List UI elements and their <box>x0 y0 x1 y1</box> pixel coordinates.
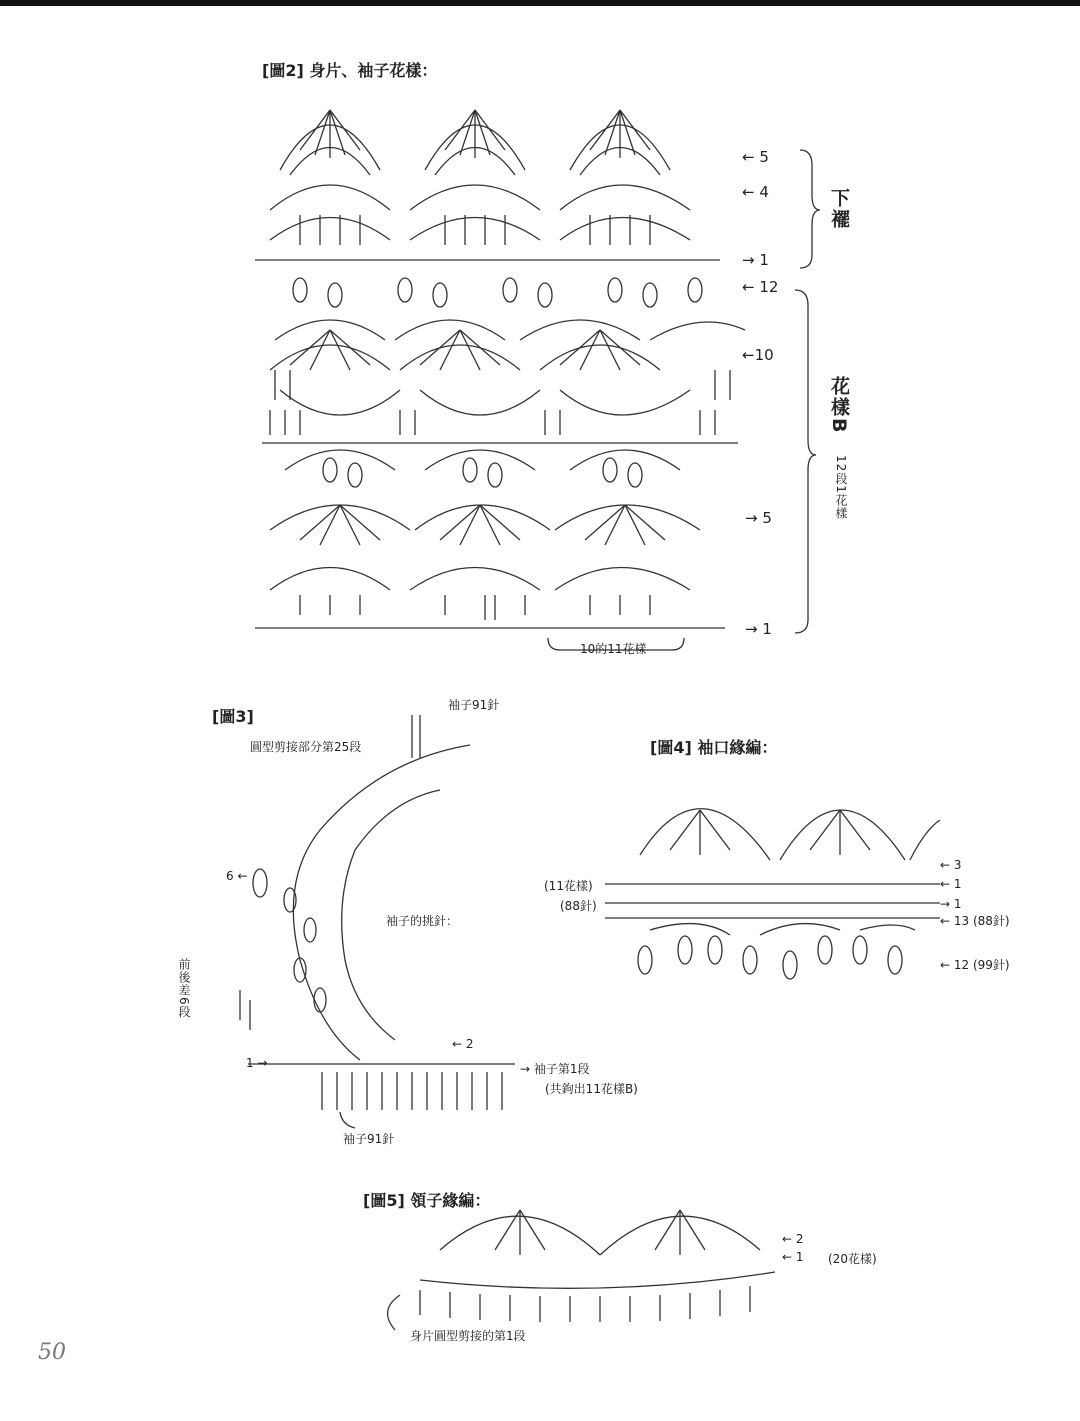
fig4-row-12: ← 12 (99針) <box>940 958 1010 972</box>
fig2-row-5-mid: → 5 <box>745 509 772 527</box>
fig2-row-1-top: → 1 <box>742 251 769 269</box>
fig2-title: [圖2] 身片、袖子花樣： <box>262 61 438 80</box>
page-number: 50 <box>38 1340 66 1365</box>
fig3-row-2: ← 2 <box>452 1037 474 1051</box>
fig3-sleeve-row1: → 袖子第1段 <box>520 1062 590 1076</box>
fig2-section-pattern: 花樣B <box>828 376 850 435</box>
fig4-row-13: ← 13 (88針) <box>940 914 1010 928</box>
fig5-label-20: (20花樣) <box>828 1252 877 1266</box>
fig5-bottom-note: 身片圓型剪接的第1段 <box>410 1329 526 1343</box>
fig4-label-11: (11花樣) <box>544 879 593 893</box>
fig4-row-2: ← 1 <box>940 877 962 891</box>
fig2-row-1-bottom: → 1 <box>745 620 772 638</box>
fig2-repeat-note: 10的11花樣 <box>580 642 647 656</box>
fig3-armhole-note: 圓型剪接部分第25段 <box>250 740 362 754</box>
fig3-sleeve-total: (共鉤出11花樣B) <box>545 1082 638 1096</box>
fig3-sleeve-top: 袖子91針 <box>448 698 500 712</box>
fig2-pattern-note: 12段1花樣 <box>834 455 848 520</box>
fig3-row-6: 6 ← <box>226 869 248 883</box>
fig2-row-12: ← 12 <box>742 278 779 296</box>
fig3-row-1: 1 → <box>246 1056 268 1070</box>
fig2-section-hem: 下襬 <box>828 188 850 230</box>
fig4-label-88: (88針) <box>560 899 597 913</box>
fig5-row-1: ← 1 <box>782 1250 804 1264</box>
fig5-row-2: ← 2 <box>782 1232 804 1246</box>
fig4-row-1: → 1 <box>940 897 962 911</box>
fig4-title: [圖4] 袖口緣編： <box>650 738 778 757</box>
fig2-row-4-top: ← 4 <box>742 183 769 201</box>
fig3-left-note: 前後差6段 <box>177 958 191 1019</box>
fig5-title: [圖5] 領子緣編： <box>363 1191 491 1210</box>
fig3-sleeve-bottom: 袖子91針 <box>343 1132 395 1146</box>
fig2-row-5-top: ← 5 <box>742 148 769 166</box>
fig2-row-10: ←10 <box>742 346 774 364</box>
fig4-row-3: ← 3 <box>940 858 962 872</box>
fig3-sleeve-stitch: 袖子的挑針： <box>386 914 459 928</box>
fig3-title: [圖3] <box>212 707 254 726</box>
